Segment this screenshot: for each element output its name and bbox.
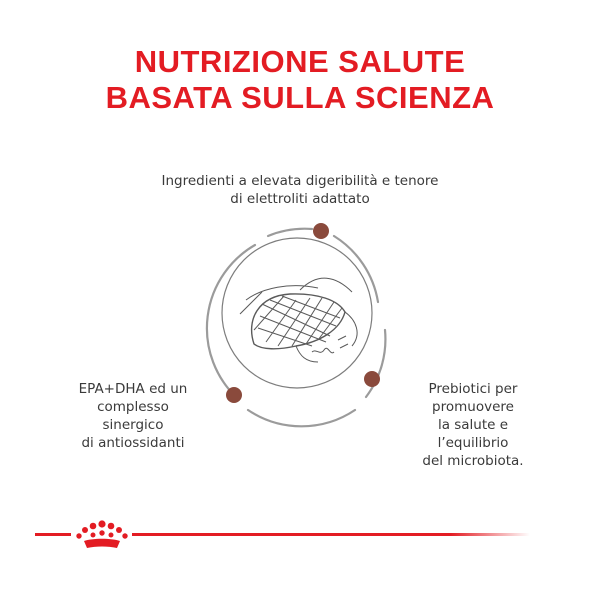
headline-line-2: BASATA SULLA SCIENZA (105, 80, 495, 115)
dot-right (364, 371, 380, 387)
feature-digestibility-line-1: Ingredienti a elevata digeribilità e tenore (161, 173, 439, 189)
royal-crown-logo (76, 520, 127, 548)
feature-epa-dha-line-4: di antiossidanti (81, 435, 185, 451)
feature-prebiotics-line-1: Prebiotici per (428, 381, 518, 397)
feature-prebiotics-line-4: l’equilibrio (437, 435, 509, 451)
feature-epa-dha-line-2: complesso (97, 399, 169, 415)
feature-epa-dha-line-3: sinergico (102, 417, 164, 433)
intestine-sketch-icon (240, 278, 357, 362)
feature-epa-dha-line-1: EPA+DHA ed un (78, 381, 188, 397)
headline-line-1: NUTRIZIONE SALUTE (134, 44, 466, 79)
inner-ring (222, 238, 372, 388)
dot-left (226, 387, 242, 403)
brand-footer (0, 515, 600, 555)
feature-prebiotics-line-5: del microbiota. (422, 453, 524, 469)
feature-prebiotics-line-2: promuovere (432, 399, 514, 415)
footer-line-left (35, 533, 71, 536)
dot-top (313, 223, 329, 239)
feature-prebiotics-line-3: la salute e (437, 417, 509, 433)
feature-digestibility-line-2: di elettroliti adattato (230, 191, 370, 207)
footer-line-right (132, 533, 530, 536)
